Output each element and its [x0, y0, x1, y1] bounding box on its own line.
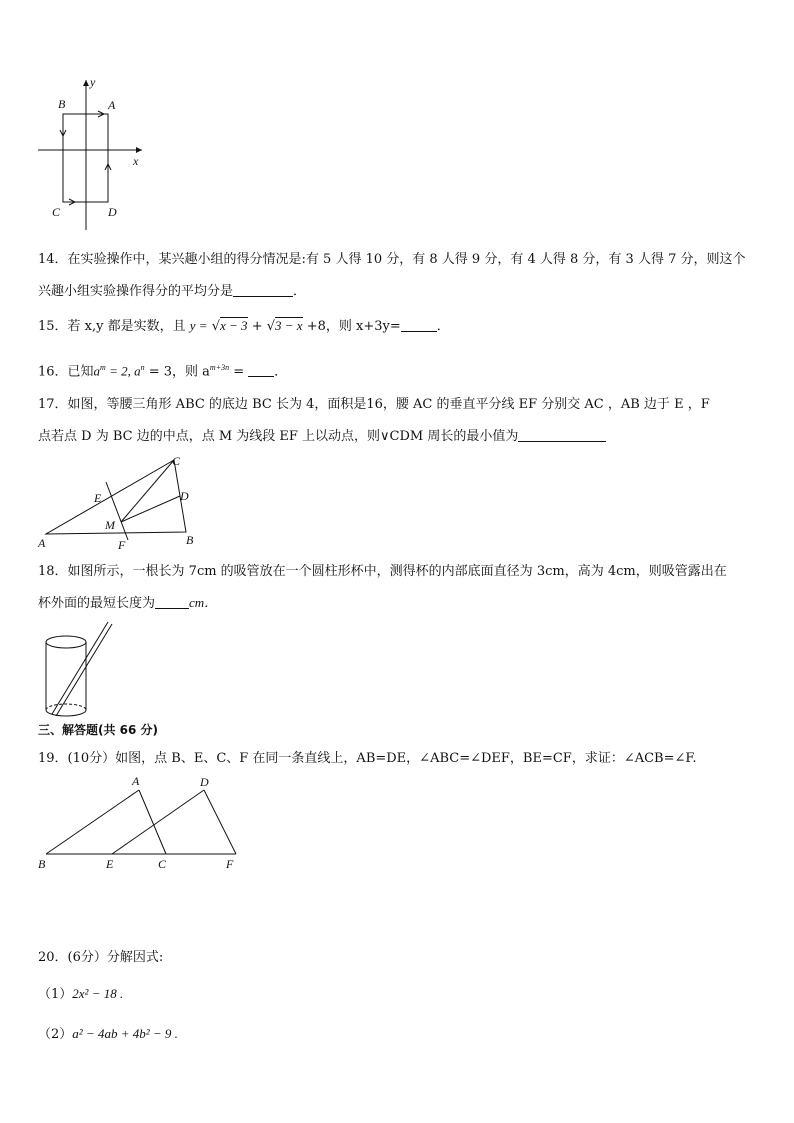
q17-label-F: F: [118, 538, 126, 552]
figure-q17-triangle: [34, 452, 204, 552]
q18-text-line1: 18．如图所示，一根长为 7cm 的吸管放在一个圆柱形杯中，测得杯的内部底面直径为 3cm，高为 4cm，则吸管露出在: [38, 564, 727, 579]
q16-eq: =: [229, 364, 245, 380]
q15-plus: +: [251, 319, 263, 334]
q19-label-D: D: [200, 775, 209, 789]
q19-label-F: F: [226, 857, 234, 871]
q16-prefix: 16．已知: [38, 364, 94, 380]
q17-label-C: C: [172, 454, 181, 468]
q20-part2-prefix: （2）: [38, 1027, 73, 1042]
q15-line: [38, 318, 450, 335]
q16-exp-mn: m+3n: [209, 363, 230, 372]
q17-text-line1: 17．如图，等腰三角形 ABC 的底边 BC 长为 4，面积是16，腰 AC 的垂直平分线 EF 分别交 AC ，AB 边于 E ，F: [38, 397, 710, 412]
q19-label-C: C: [158, 857, 167, 871]
q16-line: [38, 360, 287, 380]
q20-part2: [38, 1026, 178, 1043]
q14-line1: [38, 252, 745, 268]
q14-text-line1: 14．在实验操作中，某兴趣小组的得分情况是:有 5 人得 10 分，有 8 人得 9 分，有 4 人得 8 分，有 3 人得 7 分，则这个: [38, 252, 746, 267]
q17-label-M: M: [105, 518, 115, 532]
q15-radicand2: 3 − x: [275, 318, 303, 333]
q19-label-A: A: [132, 774, 140, 788]
q14-line2: [38, 284, 306, 300]
section-3-heading: 三、解答题(共 66 分): [38, 723, 159, 737]
fig13-label-A: A: [108, 98, 116, 112]
q15-radicand1: x − 3: [220, 318, 248, 333]
q20-part1-expr: 2x² − 18 .: [72, 986, 124, 1001]
figure-q19-triangles: [36, 774, 246, 874]
fig13-label-B: B: [58, 97, 66, 111]
q16-mid2: = 3，则 a: [144, 364, 210, 380]
q17-answer-blank[interactable]: [518, 429, 606, 442]
q17-label-B: B: [186, 533, 194, 547]
q18-line1: [38, 564, 727, 580]
q16-exp-n: n: [140, 363, 145, 372]
q20-part2-expr: a² − 4ab + 4b² − 9 .: [72, 1026, 178, 1041]
q17-label-D: D: [180, 489, 189, 503]
q17-label-A: A: [38, 536, 46, 550]
q14-answer-blank[interactable]: [233, 284, 293, 297]
q15-formula-lhs: y =: [189, 318, 208, 333]
q14-end: ．: [293, 284, 307, 299]
fig13-label-D: D: [108, 205, 117, 219]
q16-exp-m: m: [100, 363, 106, 372]
q19-label-E: E: [106, 857, 114, 871]
q15-tail: +8，则 x+3y=: [306, 319, 401, 334]
fig13-label-y: y: [90, 75, 96, 89]
q20-part1-prefix: （1）: [38, 987, 73, 1002]
q17-line2: [38, 429, 606, 445]
q19-line: [38, 751, 697, 767]
q19-text: 19．(10分）如图，点 B、E、C、F 在同一条直线上，AB=DE，∠ABC=∠DEF，BE=CF，求证：∠ACB=∠F.: [38, 751, 697, 766]
q16-formula-a: a: [93, 363, 101, 379]
q18-unit: cm．: [189, 595, 218, 610]
q17-line1: [38, 397, 710, 413]
q18-answer-blank[interactable]: [155, 596, 189, 609]
figure-q18-cylinder: [40, 620, 120, 720]
q15-sqrt2: √3 − x: [266, 318, 303, 334]
fig13-label-x: x: [133, 154, 139, 168]
q15-sqrt1: √x − 3: [211, 318, 248, 334]
q14-text-line2: 兴趣小组实验操作得分的平均分是: [38, 284, 234, 299]
q18-text-line2: 杯外面的最短长度为: [38, 596, 156, 611]
q15-end: ．: [436, 319, 450, 334]
q19-label-B: B: [38, 857, 46, 871]
q16-answer-blank[interactable]: [248, 364, 274, 377]
figure-q13-axes: [30, 72, 150, 232]
q17-text-line2: 点若点 D 为 BC 边的中点，点 M 为线段 EF 上以动点，则∨CDM 周长的最小值为: [38, 429, 519, 444]
q15-answer-blank[interactable]: [401, 319, 437, 332]
q18-line2: [38, 595, 217, 612]
q15-prefix: 15．若 x,y 都是实数，且: [38, 319, 186, 334]
fig13-label-C: C: [52, 205, 61, 219]
q17-label-E: E: [94, 491, 102, 505]
q20-part1: [38, 986, 123, 1003]
q20-title: 20．(6分）分解因式:: [38, 950, 164, 965]
q16-mid: = 2, a: [105, 363, 141, 379]
q16-end: ．: [274, 364, 288, 380]
